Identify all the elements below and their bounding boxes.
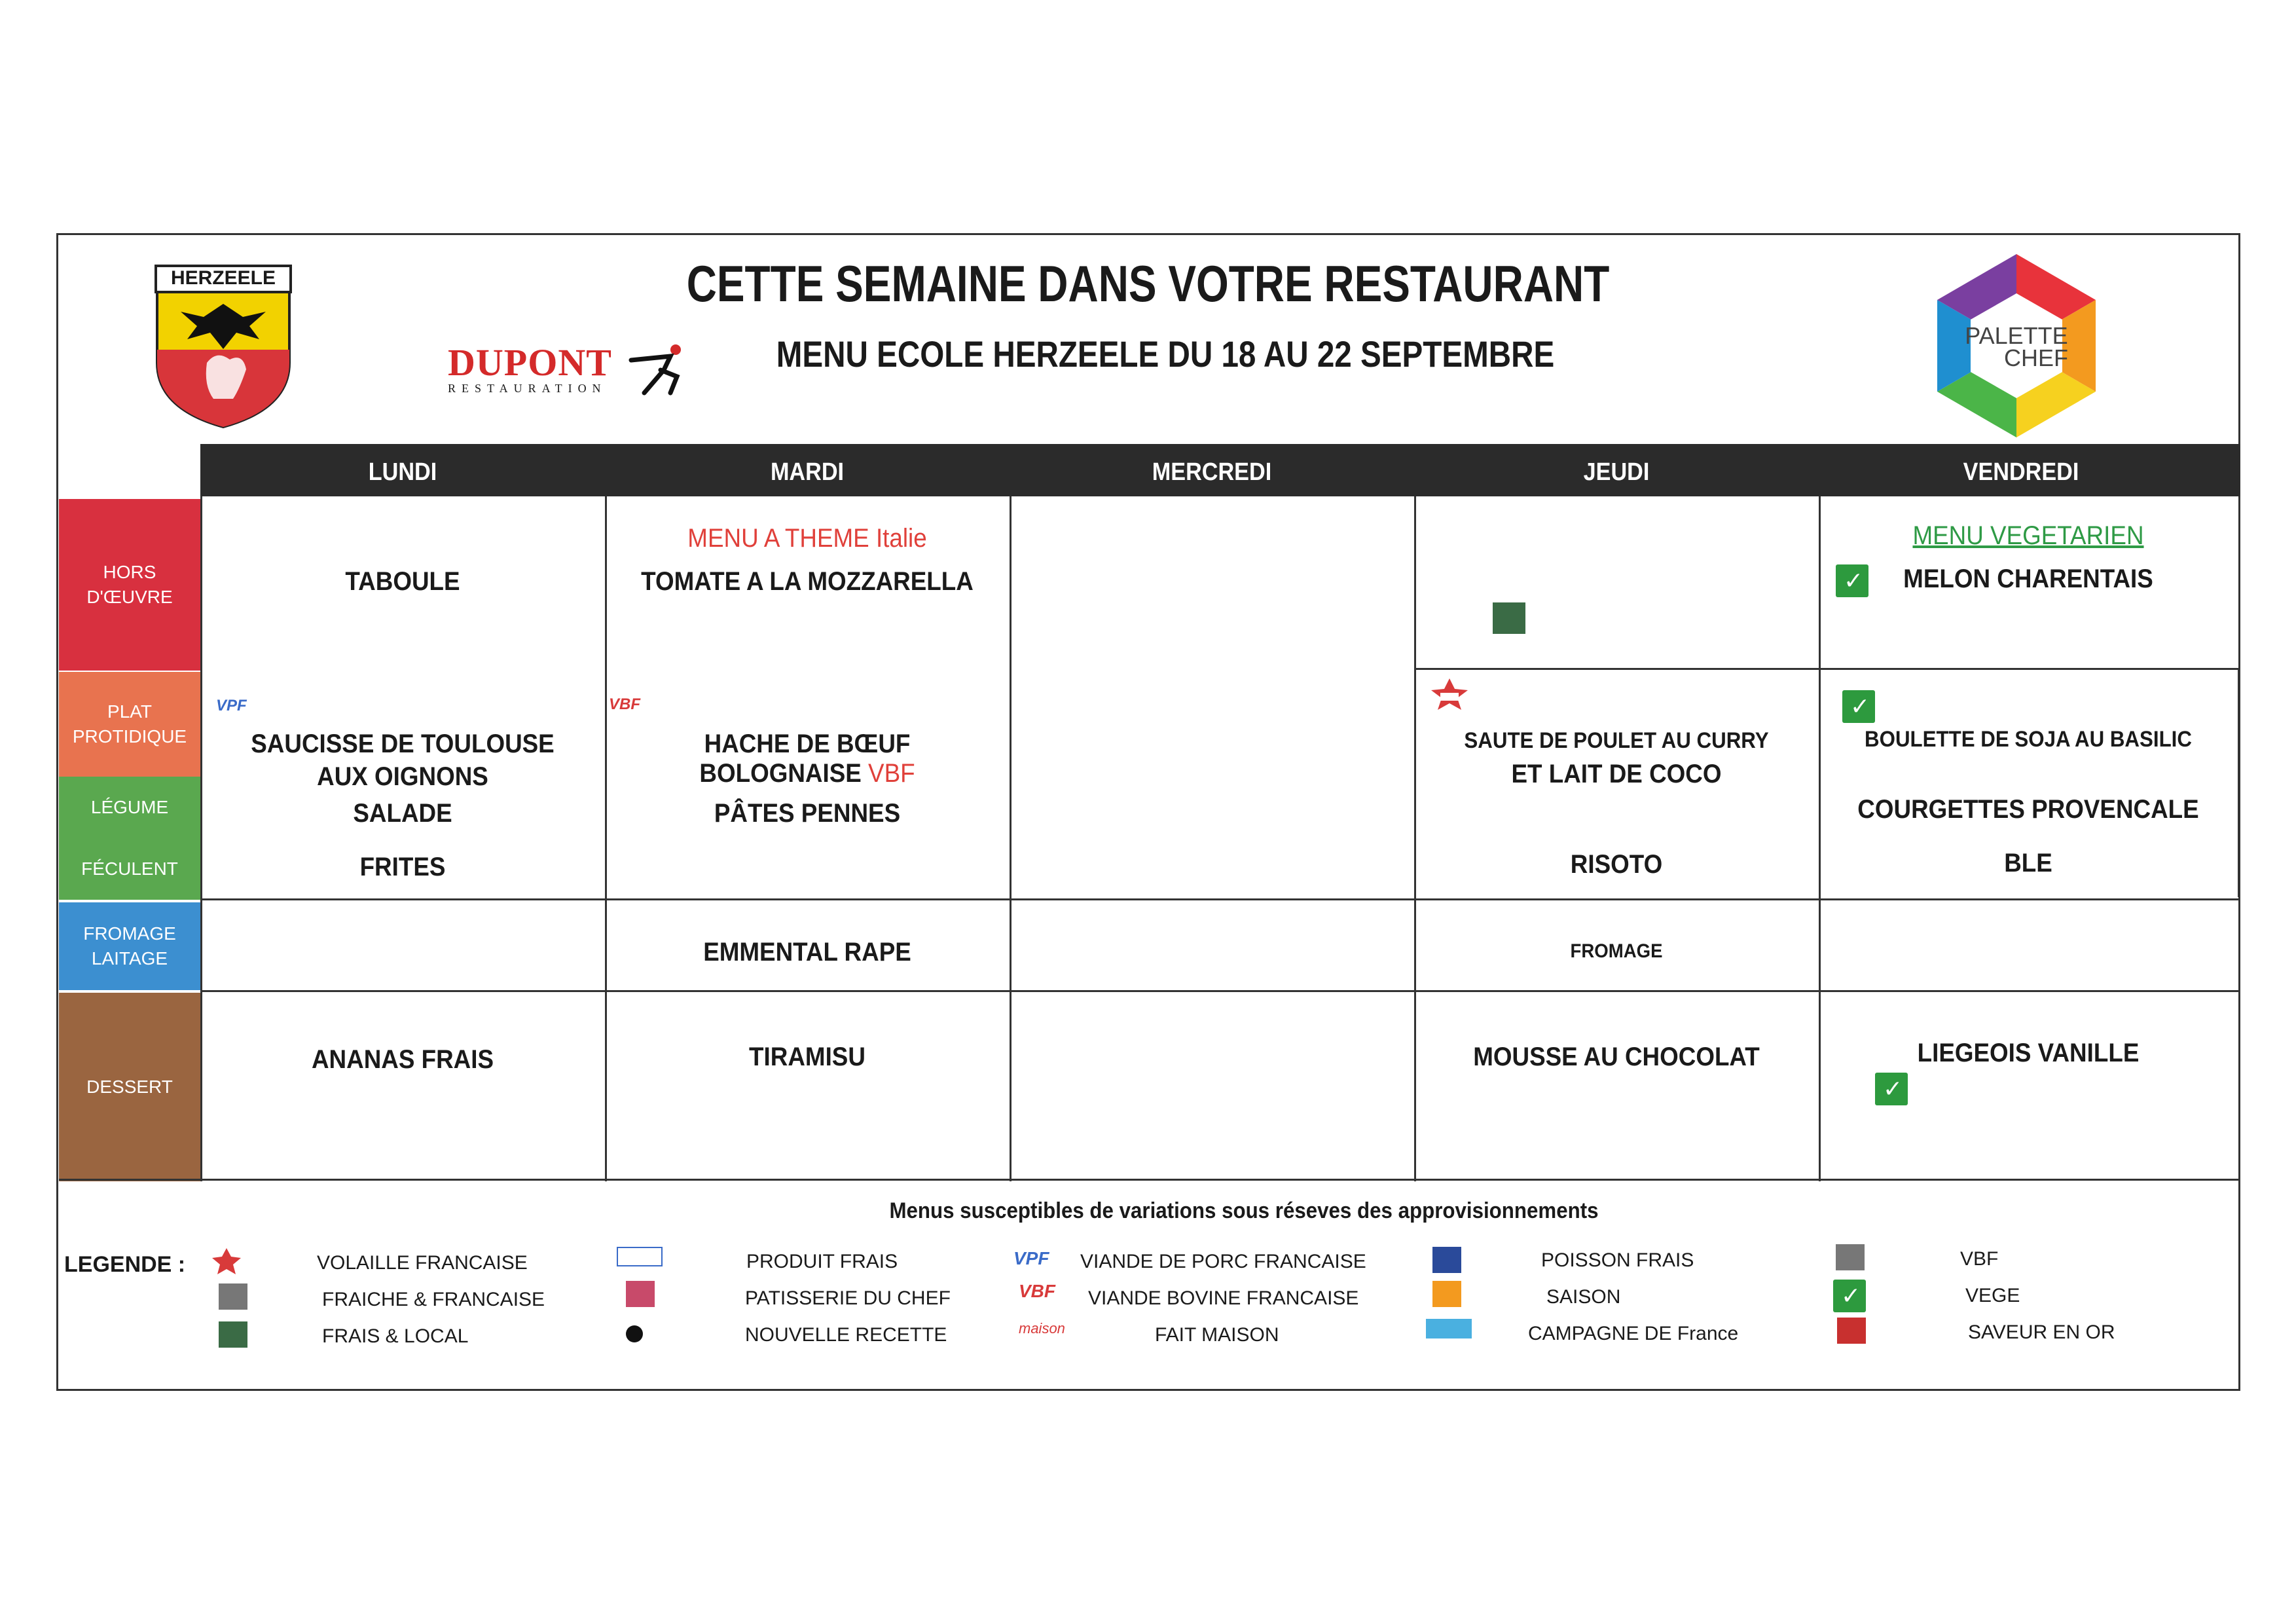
fraiche-francaise-icon <box>219 1283 247 1310</box>
legend-label: VIANDE DE PORC FRANCAISE <box>1080 1251 1366 1272</box>
jeudi-plat-line2: ET LAIT DE COCO <box>1511 760 1722 788</box>
campagne-france-icon <box>1426 1319 1472 1338</box>
mardi-fromage: EMMENTAL RAPE <box>703 938 911 967</box>
day-header-vendredi: VENDREDI <box>1963 458 2079 486</box>
brand-sub: RESTAURATION <box>448 382 607 395</box>
page-subtitle: MENU ECOLE HERZEELE DU 18 AU 22 SEPTEMBRE <box>776 333 1555 375</box>
day-header-mardi: MARDI <box>770 458 845 486</box>
jeudi-dessert: MOUSSE AU CHOCOLAT <box>1473 1043 1760 1071</box>
lundi-plat-line2: AUX OIGNONS <box>317 762 488 791</box>
category-fromage-line1: FROMAGE <box>83 923 176 944</box>
vendredi-theme: MENU VEGETARIEN <box>1912 521 2144 550</box>
day-header-bar <box>200 444 2240 496</box>
volaille-francaise-icon <box>1431 678 1468 710</box>
category-fromage-line2: LAITAGE <box>91 948 168 969</box>
grid-line <box>200 990 2239 992</box>
category-dessert-label: DESSERT <box>86 1077 173 1097</box>
mardi-dessert: TIRAMISU <box>749 1043 866 1071</box>
grid-line <box>1819 496 1821 1181</box>
produit-frais-icon <box>617 1247 663 1266</box>
category-hors <box>59 499 200 671</box>
legend-title: LEGENDE : <box>64 1252 186 1277</box>
legend-label: SAISON <box>1546 1286 1621 1308</box>
grid-line <box>59 1179 2240 1181</box>
mardi-plat-tag: VBF <box>868 759 915 788</box>
category-dessert <box>59 993 200 1181</box>
grid-line <box>1414 496 1416 1181</box>
vege-leaf-icon <box>1875 1073 1908 1105</box>
legend-label: CAMPAGNE DE France <box>1528 1323 1739 1344</box>
grid-line <box>200 496 202 1181</box>
frais-local-icon <box>219 1321 247 1348</box>
vendredi-dessert: LIEGEOIS VANILLE <box>1917 1039 2140 1067</box>
lundi-feculent: FRITES <box>359 853 446 881</box>
vendredi-legume: COURGETTES PROVENCALE <box>1857 795 2199 824</box>
category-hors-line1: HORS <box>103 562 156 582</box>
jeudi-fromage: FROMAGE <box>1570 940 1663 962</box>
legend-label: FAIT MAISON <box>1155 1324 1279 1346</box>
legend-label: POISSON FRAIS <box>1541 1249 1694 1271</box>
vendredi-plat: BOULETTE DE SOJA AU BASILIC <box>1865 727 2192 752</box>
palette-chef-hexagon-icon <box>1925 254 2108 437</box>
brand-name: DUPONT <box>448 341 612 384</box>
legend-label: FRAIS & LOCAL <box>322 1325 469 1347</box>
mardi-theme: MENU A THEME Italie <box>687 524 927 553</box>
category-plat-line1: PLAT <box>107 701 152 722</box>
grid-line <box>1010 496 1011 1181</box>
grid-line <box>1414 668 2239 670</box>
category-hors-line2: D'ŒUVRE <box>86 587 173 607</box>
legend-label: VEGE <box>1965 1285 2020 1306</box>
legend-label: NOUVELLE RECETTE <box>745 1324 947 1346</box>
legend-label: PATISSERIE DU CHEF <box>745 1287 951 1309</box>
palette-line1: PALETTE <box>1965 322 2068 349</box>
page-title: CETTE SEMAINE DANS VOTRE RESTAURANT <box>686 255 1610 312</box>
day-header-lundi: LUNDI <box>368 458 437 486</box>
lundi-dessert: ANANAS FRAIS <box>311 1045 494 1074</box>
category-feculent-label: FÉCULENT <box>81 858 178 879</box>
jeudi-plat-line1: SAUTE DE POULET AU CURRY <box>1464 728 1769 753</box>
patisserie-chef-icon <box>626 1281 655 1307</box>
category-legume <box>59 777 200 900</box>
saison-icon <box>1432 1281 1461 1307</box>
mardi-legume: PÂTES PENNES <box>714 799 901 828</box>
vendredi-hors: MELON CHARENTAIS <box>1903 564 2153 593</box>
legend-label: VIANDE BOVINE FRANCAISE <box>1088 1287 1359 1309</box>
day-header-jeudi: JEUDI <box>1583 458 1650 486</box>
legend-label: SAVEUR EN OR <box>1968 1321 2115 1343</box>
mardi-plat-label: HACHE DE BŒUF BOLOGNAISE <box>699 729 911 788</box>
poisson-frais-icon <box>1432 1247 1461 1273</box>
day-header-mercredi: MERCREDI <box>1152 458 1272 486</box>
mardi-plat <box>621 729 994 788</box>
category-plat <box>59 672 200 777</box>
saveur-en-or-icon <box>1837 1318 1866 1344</box>
lundi-legume: SALADE <box>353 799 452 828</box>
vbf-icon: VBF <box>1019 1281 1055 1301</box>
category-legume-label: LÉGUME <box>90 797 169 817</box>
town-name: HERZEELE <box>170 267 276 289</box>
vpf-icon: VPF <box>1013 1248 1049 1268</box>
lundi-hors: TABOULE <box>345 567 460 596</box>
legend-label: PRODUIT FRAIS <box>746 1251 898 1272</box>
mardi-hors: TOMATE A LA MOZZARELLA <box>641 567 974 596</box>
grid-line <box>200 898 2239 900</box>
legend-label: VOLAILLE FRANCAISE <box>317 1252 528 1274</box>
frais-local-icon <box>1493 602 1525 634</box>
vbf-badge-icon <box>1836 1244 1865 1270</box>
lundi-plat-line1: SAUCISSE DE TOULOUSE <box>251 729 555 758</box>
legend-label: VBF <box>1960 1248 1999 1270</box>
vege-leaf-icon <box>1842 690 1875 723</box>
availability-note: Menus susceptibles de variations sous réseves des approvisionnements <box>889 1198 1599 1223</box>
grid-line <box>2238 668 2240 897</box>
jeudi-feculent: RISOTO <box>1570 850 1663 879</box>
vendredi-feculent: BLE <box>2004 849 2052 877</box>
legend-label: FRAICHE & FRANCAISE <box>322 1289 545 1310</box>
vege-leaf-icon <box>1833 1280 1866 1312</box>
category-fromage <box>59 902 200 990</box>
nouvelle-recette-icon <box>626 1325 643 1342</box>
fait-maison-icon: maison <box>1019 1320 1065 1337</box>
grid-line <box>605 496 607 1181</box>
palette-line2: CHEF <box>2004 344 2068 371</box>
category-plat-line2: PROTIDIQUE <box>72 726 187 747</box>
vbf-icon: VBF <box>609 695 640 713</box>
vpf-icon: VPF <box>216 697 247 714</box>
volaille-francaise-icon <box>212 1248 241 1274</box>
